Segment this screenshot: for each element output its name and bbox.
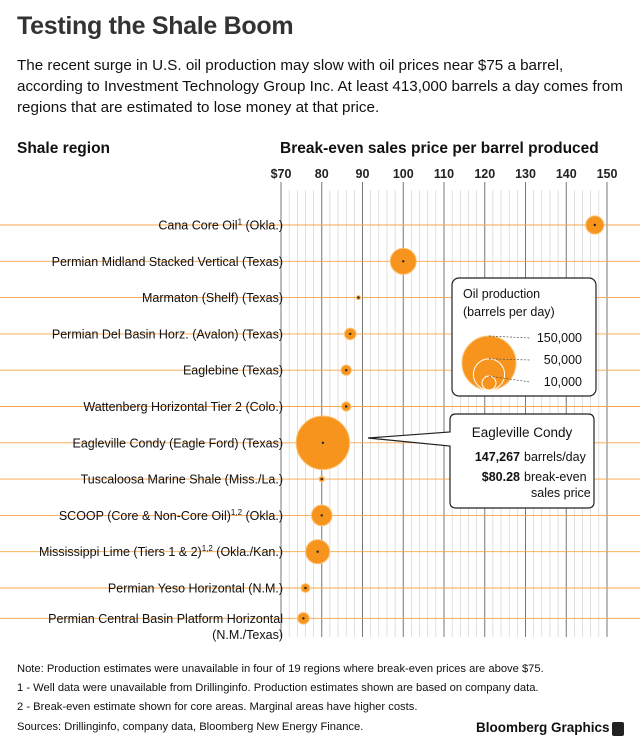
bubble-center-dot — [349, 333, 351, 335]
bubble-center-dot — [302, 617, 304, 619]
bubble-center-dot — [304, 587, 306, 589]
chart-subtitle: The recent surge in U.S. oil production may slow with oil prices near $75 a barrel, according to Investment Technology Group Inc. At least 413,000 barrels a day comes from regions that are estimated to lose money at that price. — [17, 57, 623, 116]
region-column-header: Shale region — [17, 140, 111, 157]
brand-logo: Bloomberg Graphics — [476, 720, 610, 735]
bloomberg-icon — [612, 722, 624, 736]
bubble-center-dot — [357, 296, 359, 298]
x-tick-label: 110 — [433, 167, 455, 181]
sources-note: Sources: Drillinginfo, company data, Bloomberg New Energy Finance. — [17, 720, 364, 733]
region-label: Wattenberg Horizontal Tier 2 (Colo.) — [83, 400, 283, 414]
x-tick-label: 140 — [555, 167, 577, 181]
bubble-center-dot — [322, 442, 324, 444]
note-2: 2 - Break-even estimate shown for core areas. Marginal areas have higher costs. — [17, 701, 418, 714]
x-tick-label: 100 — [392, 167, 414, 181]
bubble-center-dot — [402, 260, 404, 262]
callout-price-unit: break-even — [524, 470, 587, 484]
region-label: Permian Yeso Horizontal (N.M.) — [107, 581, 283, 596]
region-label: Cana Core Oil$^1$ (Okla.) — [158, 217, 283, 233]
legend-size-label: 10,000 — [543, 375, 582, 389]
region-label: Tuscaloosa Marine Shale (Miss./La.) — [80, 472, 283, 487]
region-label: Permian Del Basin Horz. (Avalon) (Texas) — [51, 327, 283, 342]
bubble-center-dot — [321, 514, 323, 516]
note-1: 1 - Well data were unavailable from Drillinginfo. Production estimates shown are based on company data. — [17, 682, 539, 695]
region-label: Permian Midland Stacked Vertical (Texas) — [51, 254, 283, 269]
x-tick-label: 120 — [474, 167, 496, 181]
legend-size-label: 150,000 — [536, 331, 582, 345]
note-general: Note: Production estimates were unavailable in four of 19 regions where break-even prices are above $75. — [17, 663, 544, 675]
bubble-center-dot — [345, 369, 347, 371]
bubble-center-dot — [321, 478, 323, 480]
bubble-center-dot — [345, 405, 347, 407]
callout-price-value: $80.28 — [481, 470, 520, 484]
x-tick-label: 150 — [596, 167, 618, 181]
callout-production-value: 147,267 — [474, 450, 520, 464]
x-tick-label: 80 — [314, 167, 329, 181]
region-label: Mississippi Lime (Tiers 1 & 2)$^{1,2}$ (Okla./Kan.) — [38, 544, 283, 560]
chart-title: Testing the Shale Boom — [17, 12, 294, 40]
callout-price-unit-line2: sales price — [531, 486, 591, 500]
price-column-header: Break-even sales price per barrel produced — [280, 140, 599, 157]
legend-title: Oil production — [463, 287, 541, 301]
region-label: Marmaton (Shelf) (Texas) — [141, 291, 283, 306]
region-label: Eagleville Condy (Eagle Ford) (Texas) — [72, 436, 283, 451]
legend-size-circle — [462, 336, 516, 390]
bubble-center-dot — [594, 224, 596, 226]
legend-subtitle: (barrels per day) — [463, 305, 555, 319]
x-tick-label: 130 — [515, 167, 536, 181]
x-tick-label: $70 — [270, 167, 292, 181]
region-label: Permian Central Basin Platform Horizontal (N.M./Texas) — [48, 611, 283, 642]
bubble-center-dot — [316, 551, 318, 553]
region-label: SCOOP (Core & Non-Core Oil)$^{1,2}$ (Okla.) — [58, 507, 283, 523]
legend-size-label: 50,000 — [543, 353, 582, 367]
callout-production-unit: barrels/day — [524, 450, 586, 464]
region-label: Eaglebine (Texas) — [182, 363, 283, 378]
callout-title: Eagleville Condy — [471, 425, 573, 440]
x-tick-label: 90 — [355, 167, 370, 181]
